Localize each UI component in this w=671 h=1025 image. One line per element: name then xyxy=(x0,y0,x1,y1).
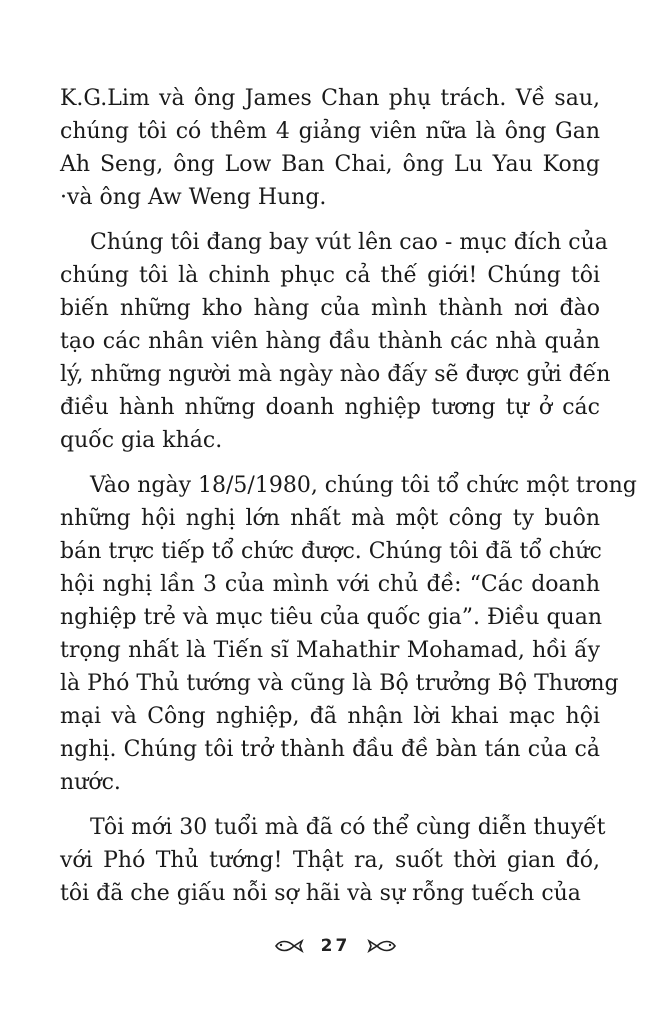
paragraph xyxy=(60,226,611,457)
text-line: mại và Công nghiệp, đã nhận lời khai mạc hội xyxy=(60,704,600,729)
text-line: hội nghị lần 3 của mình với chủ đề: “Các doanh xyxy=(60,572,600,597)
page-footer xyxy=(0,936,671,956)
text-line: với Phó Thủ tướng! Thật ra, suốt thời gian đó, xyxy=(60,848,600,873)
text-line: điều hành những doanh nghiệp tương tự ở các xyxy=(60,395,600,420)
text-line: nghị. Chúng tôi trở thành đầu đề bàn tán của cả xyxy=(60,737,600,762)
text-line: quốc gia khác. xyxy=(60,428,223,453)
text-line: chúng tôi là chinh phục cả thế giới! Chúng tôi xyxy=(60,263,600,288)
text-line: trọng nhất là Tiến sĩ Mahathir Mohamad, hồi ấy xyxy=(60,638,600,663)
text-line: Vào ngày 18/5/1980, chúng tôi tổ chức một trong xyxy=(90,473,637,498)
paragraph xyxy=(60,82,600,214)
text-line: lý, những người mà ngày nào đấy sẽ được gửi đến xyxy=(60,362,611,387)
text-line: những hội nghị lớn nhất mà một công ty buôn xyxy=(60,506,600,531)
text-line: nghiệp trẻ và mục tiêu của quốc gia”. Điều quan xyxy=(60,605,602,630)
text-line: là Phó Thủ tướng và cũng là Bộ trưởng Bộ Thương xyxy=(60,671,619,696)
paragraph xyxy=(60,811,606,910)
text-line: chúng tôi có thêm 4 giảng viên nữa là ông Gan xyxy=(60,119,600,144)
text-line: Tôi mới 30 tuổi mà đã có thể cùng diễn thuyết xyxy=(90,815,606,840)
text-line: tôi đã che giấu nỗi sợ hãi và sự rỗng tuếch của xyxy=(60,881,581,906)
text-line: biến những kho hàng của mình thành nơi đào xyxy=(60,296,600,321)
text-line: ·và ông Aw Weng Hung. xyxy=(60,185,327,210)
text-line: Chúng tôi đang bay vút lên cao - mục đích của xyxy=(90,230,608,255)
fish-ornament-left-icon xyxy=(274,939,304,953)
fish-ornament-right-icon xyxy=(367,939,397,953)
page-number: 27 xyxy=(320,936,351,956)
paragraph xyxy=(60,469,637,799)
text-line: Ah Seng, ông Low Ban Chai, ông Lu Yau Kong xyxy=(60,152,600,177)
text-line: tạo các nhân viên hàng đầu thành các nhà quản xyxy=(60,329,600,354)
text-line: bán trực tiếp tổ chức được. Chúng tôi đã tổ chức xyxy=(60,539,602,564)
text-line: K.G.Lim và ông James Chan phụ trách. Về sau, xyxy=(60,86,600,111)
text-line: nước. xyxy=(60,770,121,795)
page-body xyxy=(60,82,637,922)
